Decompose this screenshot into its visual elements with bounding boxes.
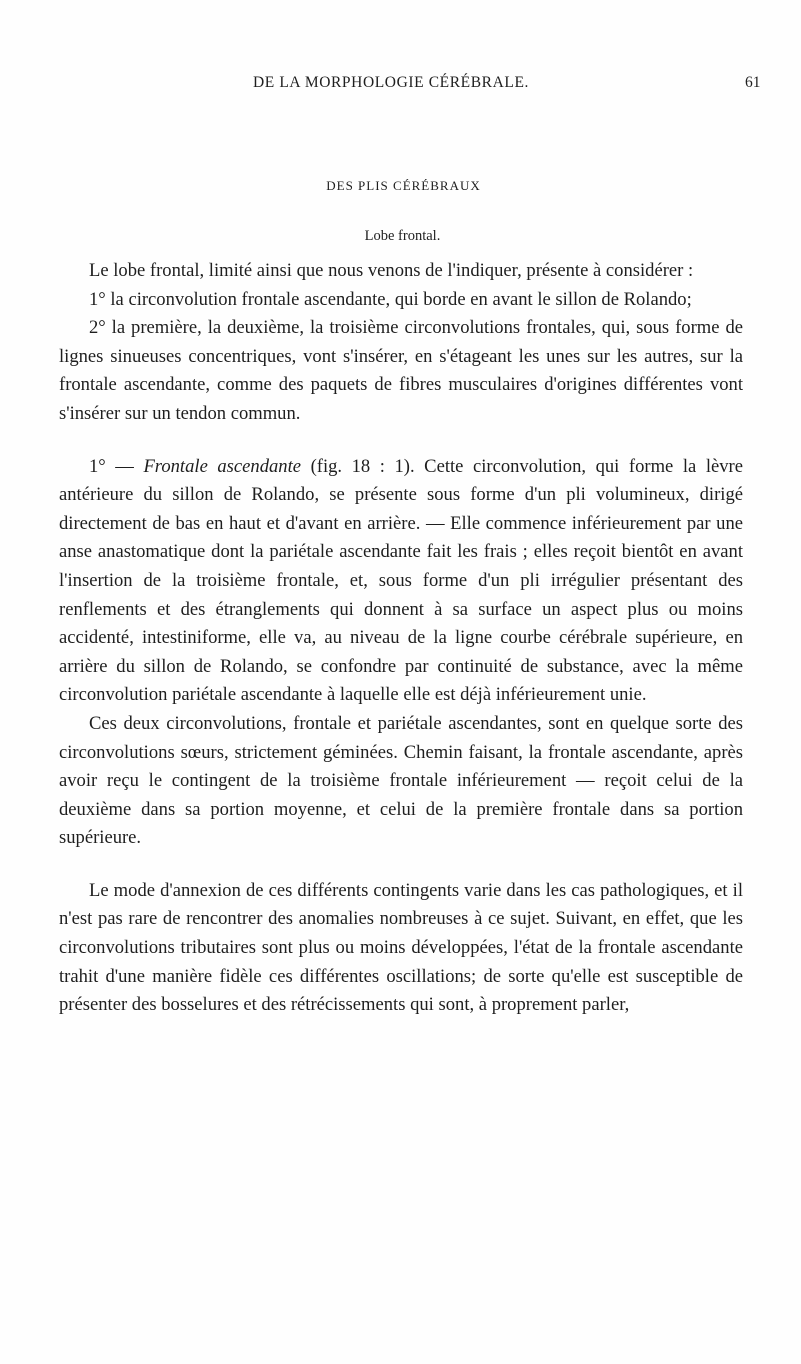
section-title: DES PLIS CÉRÉBRAUX [326, 178, 481, 193]
paragraph-item-2: 2° la première, la deuxième, la troisième circonvolutions frontales, qui, sous forme de lignes sinueuses concentriques, vont s'insérer, en s'étageant les unes sur les autres, sur la frontale ascendante, comme des paquets de fibres musculaires d'origines différentes vont s'insérer sur un tendon commun. [59, 317, 743, 424]
body-text [59, 257, 743, 1020]
paragraph-item-1: 1° la circonvolution frontale ascendante, qui borde en avant le sillon de Rolando; [89, 288, 692, 310]
paragraph-description: (fig. 18 : 1). Cette circonvolution, qui forme la lèvre antérieure du sillon de Rolando, se présente sous forme d'un pli volumineux, dirigé directement de bas en haut et d'avant en arrière. — Elle commence inférieurement par une anse anastomatique dont la pariétale ascendante fait les frais ; elles reçoit bientôt en avant l'insertion de la troisième frontale, et, sous forme d'un pli irrégulier présentant des renflements et des étranglements qui donnent à sa surface un aspect plus ou moins accidenté, intestiniforme, elle va, au niveau de la ligne courbe cérébrale supérieure, en arrière du sillon de Rolando, se confondre par continuité de substance, avec la même circonvolution pariétale ascendante à laquelle elle est déjà inférieurement unie. [59, 455, 743, 706]
subsection-title: Lobe frontal. [364, 228, 441, 244]
paragraph-intro: Le lobe frontal, limité ainsi que nous venons de l'indiquer, présente à considérer : [89, 260, 694, 281]
running-header: DE LA MORPHOLOGIE CÉRÉBRALE. [253, 74, 529, 91]
paragraph-circonvolutions-soeurs: Ces deux circonvolutions, frontale et pariétale ascendantes, sont en quelque sorte des circonvolutions sœurs, strictement géminées. Chemin faisant, la frontale ascendante, après avoir reçu le contingent de la troisième frontale inférieurement — reçoit celui de la deuxième dans sa portion moyenne, et celui de la première frontale dans sa portion supérieure. [59, 712, 743, 849]
paragraph-frontale-ascendante [59, 453, 743, 710]
item-number: 1° — [89, 455, 144, 477]
paragraph-mode-annexion: Le mode d'annexion de ces différents contingents varie dans les cas pathologiques, et il n'est pas rare de rencontrer des anomalies nombreuses à ce sujet. Suivant, en effet, que les circonvolutions tributaires sont plus ou moins développées, l'état de la frontale ascendante trahit d'une manière fidèle ces différentes oscillations; de sorte qu'elle est susceptible de présenter des bosselures et des rétrécissements qui sont, à proprement parler, [59, 879, 743, 1016]
term-frontale-ascendante: Frontale ascendante [143, 455, 302, 477]
page-number: 61 [745, 74, 761, 91]
